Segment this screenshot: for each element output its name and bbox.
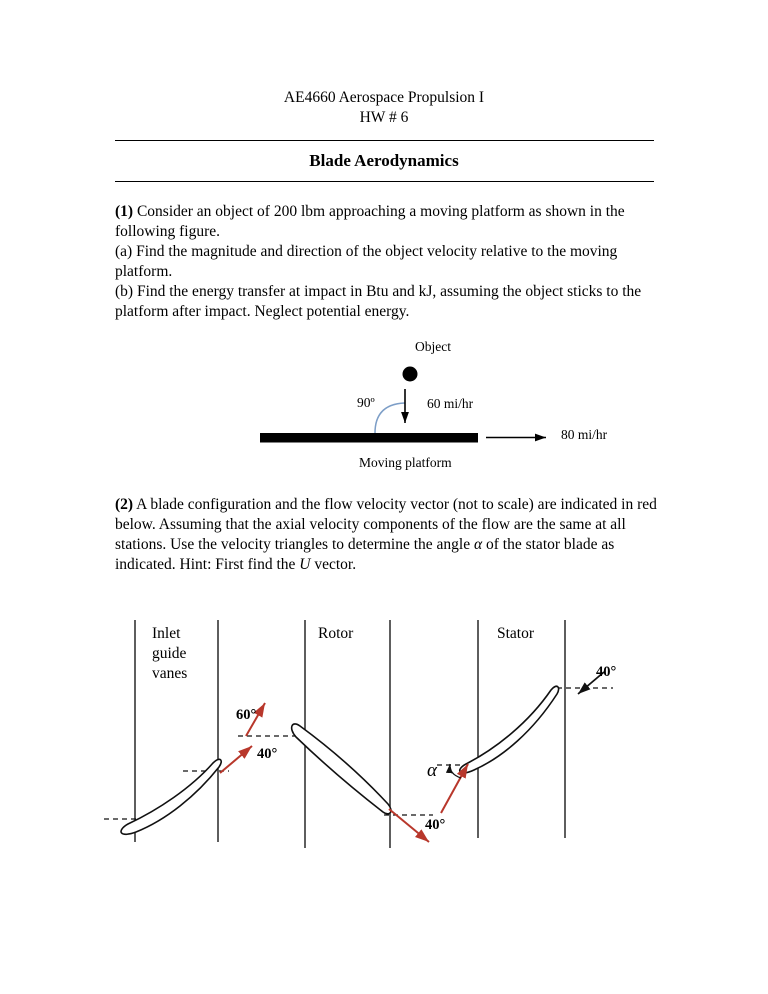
stator-blade bbox=[460, 686, 559, 773]
course-title: AE4660 Aerospace Propulsion I bbox=[283, 89, 485, 106]
problem1-part-a: (a) Find the magnitude and direction of the object velocity relative to the moving platform. bbox=[115, 243, 618, 280]
igv-angle-60-label: 60° bbox=[236, 707, 257, 723]
moving-platform-label: Moving platform bbox=[359, 455, 452, 470]
problem1-intro bbox=[115, 202, 661, 242]
platform-bar bbox=[260, 433, 478, 443]
hw-number: HW # 6 bbox=[359, 109, 409, 126]
stator-label: Stator bbox=[497, 625, 535, 642]
angle-90-label: 90º bbox=[357, 395, 375, 410]
problem2-paragraph bbox=[115, 495, 661, 575]
problem1-text bbox=[115, 202, 661, 322]
igv-angle-40-label: 40° bbox=[257, 746, 278, 762]
problem1-part-b: (b) Find the energy transfer at impact in Btu and kJ, assuming the object sticks to the platform after impact. Neglect potential energy. bbox=[115, 283, 642, 320]
figure-blade-diagram bbox=[0, 612, 768, 872]
stator-exit-angle-label: 40° bbox=[596, 664, 617, 680]
rotor-label: Rotor bbox=[318, 625, 354, 642]
platform-velocity-label: 80 mi/hr bbox=[561, 427, 608, 442]
down-velocity-label: 60 mi/hr bbox=[427, 396, 474, 411]
figure-impact-diagram bbox=[0, 338, 768, 488]
igv-blade bbox=[121, 759, 221, 834]
problem2-text bbox=[115, 495, 661, 575]
section-title: Blade Aerodynamics bbox=[309, 151, 459, 170]
blade-diagram-canvas bbox=[0, 612, 768, 872]
divider-bottom bbox=[115, 181, 654, 182]
problem1-intro-text: Consider an object of 200 lbm approaching a moving platform as shown in the following figure. bbox=[115, 203, 625, 240]
igv-exit-velocity-arrow-40 bbox=[220, 746, 252, 773]
u-vector-symbol: U bbox=[299, 556, 311, 573]
document-header bbox=[0, 88, 768, 128]
problem2-seg3: vector. bbox=[310, 556, 357, 573]
rotor-exit-velocity-arrow-40 bbox=[389, 809, 429, 842]
stator-inlet-velocity-arrow-alpha bbox=[441, 764, 468, 813]
problem2-seg2: of the stator blade as indicated. Hint: First find the bbox=[115, 536, 615, 573]
inlet-guide-vanes-label: Inlet guide vanes bbox=[152, 625, 188, 682]
object-label: Object bbox=[415, 339, 451, 354]
angle-arc bbox=[375, 403, 405, 433]
rotor-exit-angle-label: 40° bbox=[425, 817, 446, 833]
rotor-blade bbox=[292, 724, 391, 814]
problem2-seg1: A blade configuration and the flow velocity vector (not to scale) are indicated in red below. Assuming that the axial velocity components of the flow are the same at all stations. Use the velocity triangles to determine the angle bbox=[115, 496, 657, 553]
problem1-number: (1) bbox=[115, 203, 134, 220]
divider-top bbox=[115, 140, 654, 141]
problem2-number: (2) bbox=[115, 496, 134, 513]
object-dot bbox=[403, 367, 418, 382]
alpha-symbol: α bbox=[473, 536, 483, 553]
alpha-angle-label: α bbox=[427, 760, 437, 781]
